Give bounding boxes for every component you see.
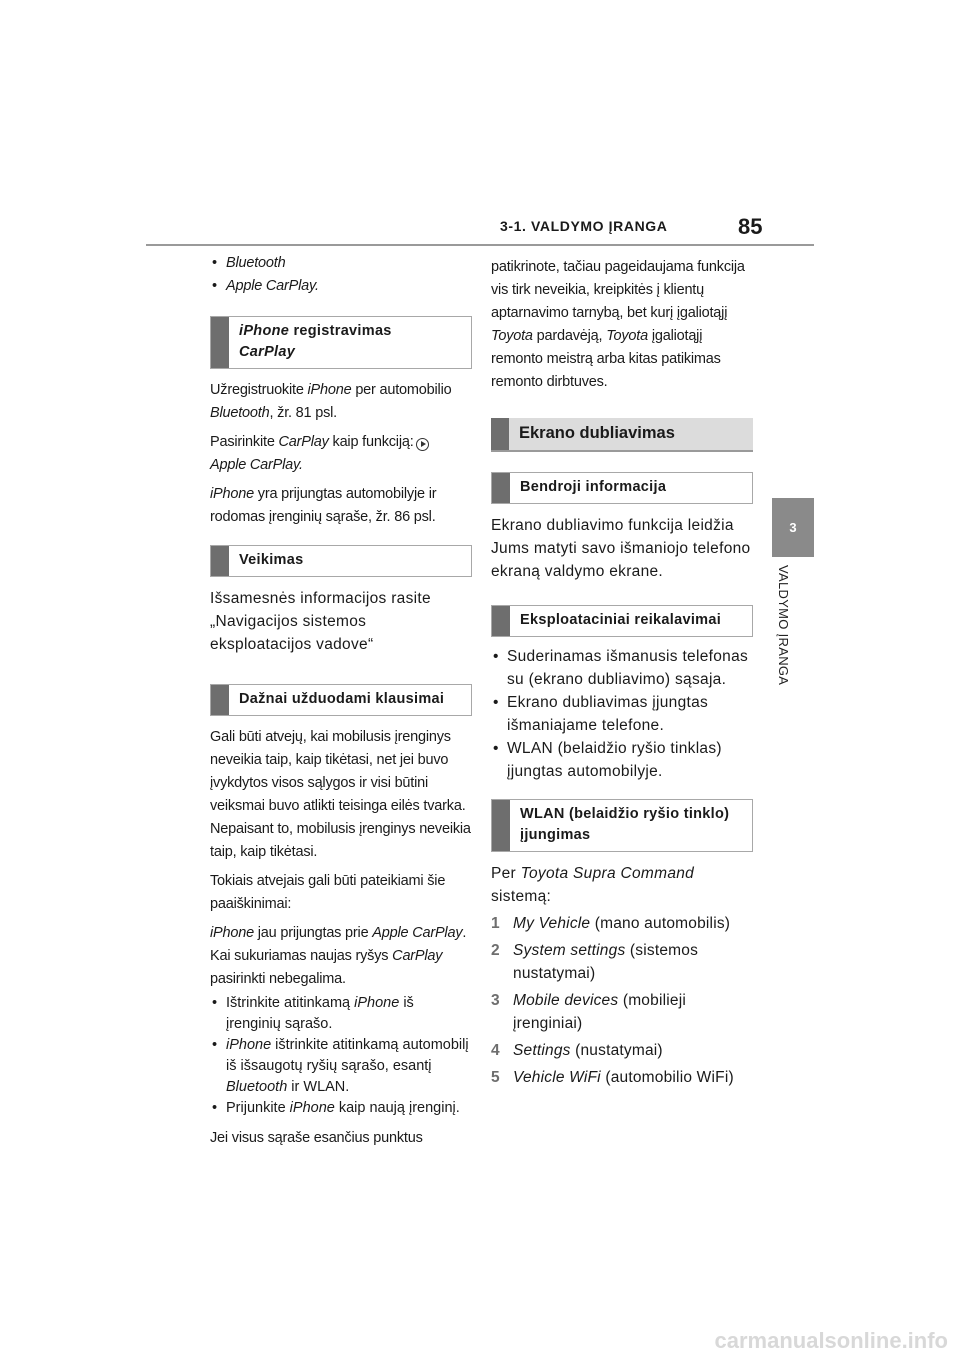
list-item: • Suderinamas išmanusis telefonas su (ekrano dubliavimo) sąsaja. xyxy=(491,645,753,691)
watermark: carmanualsonline.info xyxy=(714,1328,948,1353)
list-item: • Ištrinkite atitinkamą iPhone iš įrenginių sąrašo. xyxy=(210,993,472,1035)
paragraph: Tokiais atvejais gali būti pateikiami šie paaiškinimai: xyxy=(210,873,446,912)
header-rule xyxy=(146,244,814,246)
step-item: 5 Vehicle WiFi (automobilio WiFi) xyxy=(491,1069,734,1086)
heading-faq: Dažnai užduodami klausimai xyxy=(210,684,472,716)
left-column xyxy=(210,252,472,1156)
step-item: 1 My Vehicle (mano automobilis) xyxy=(491,915,731,932)
step-item: 4 Settings (nustatymai) xyxy=(491,1042,663,1059)
step-item: 2 System settings (sistemos nustatymai) xyxy=(491,942,699,982)
list-item: • iPhone ištrinkite atitinkamą automobilį iš išsaugotų ryšių sąrašo, esantį Bluetooth ir WLAN. xyxy=(210,1035,472,1098)
chapter-side-title xyxy=(776,565,806,725)
steps-list xyxy=(491,912,753,1089)
footer xyxy=(0,1328,960,1358)
chapter-number: 3 xyxy=(789,520,797,535)
list-item: • Prijunkite iPhone kaip naują įrenginį. xyxy=(210,1098,472,1119)
list-item: • Apple CarPlay. xyxy=(210,275,472,298)
paragraph: Jei visus sąraše esančius punktus xyxy=(210,1130,423,1146)
paragraph: patikrinote, tačiau pageidaujama funkcija vis tirk neveikia, kreipkitės į klientų aptarnavimo tarnybą, bet kurį įgaliotąjį Toyota pardavėją, Toyota įgaliotąjį remonto meistrą arba kitas patikimas remonto dirbtuves. xyxy=(491,259,745,390)
list-item: • Ekrano dubliavimas įjungtas išmaniajame telefone. xyxy=(491,691,753,737)
chapter-title: VALDYMO ĮRANGA xyxy=(776,565,791,686)
paragraph: Per Toyota Supra Command sistemą: xyxy=(491,865,695,905)
page-number: 85 xyxy=(738,214,763,239)
chapter-tab xyxy=(772,498,814,557)
right-column xyxy=(491,256,753,1093)
heading-wlan-activation: WLAN (belaidžio ryšio tinklo) įjungimas xyxy=(491,799,753,852)
top-bullet-list xyxy=(210,252,472,298)
heading-general-info: Bendroji informacija xyxy=(491,472,753,504)
arrow-right-icon xyxy=(416,438,429,451)
requirements-list xyxy=(491,645,753,783)
heading-operation: Veikimas xyxy=(210,545,472,577)
paragraph: iPhone jau prijungtas prie Apple CarPlay. Kai sukuriamas naujas ryšys CarPlay pasirinkti nebegalima. xyxy=(210,925,467,987)
section-heading-screen-mirroring: Ekrano dubliavimas xyxy=(491,418,753,452)
solution-list xyxy=(210,993,472,1119)
paragraph: Išsamesnės informacijos rasite „Navigacijos sistemos eksploatacijos vadove“ xyxy=(210,590,431,653)
step-item: 3 Mobile devices (mobilieji įrenginiai) xyxy=(491,992,686,1032)
paragraph: Gali būti atvejų, kai mobilusis įrenginys neveikia taip, kaip tikėtasi, net jei buvo įvykdytos visos sąlygos ir visi būtini veiksmai buvo atlikti teisinga eilės tvarka. Nepaisant to, mobilusis įrenginys neveikia taip, kaip tikėtasi. xyxy=(210,729,471,860)
paragraph: Ekrano dubliavimo funkcija leidžia Jums matyti savo išmaniojo telefono ekraną valdymo ekrane. xyxy=(491,517,751,580)
paragraph: Pasirinkite CarPlay kaip funkciją: Apple CarPlay. xyxy=(210,431,472,477)
list-item: • WLAN (belaidžio ryšio tinklas) įjungtas automobilyje. xyxy=(491,737,753,783)
list-item: • Bluetooth xyxy=(210,252,472,275)
heading-iphone-registration: iPhone registravimas CarPlay xyxy=(210,316,472,369)
heading-requirements: Eksploataciniai reikalavimai xyxy=(491,605,753,637)
paragraph: Užregistruokite iPhone per automobilio Bluetooth, žr. 81 psl. xyxy=(210,382,452,421)
paragraph: iPhone yra prijungtas automobilyje ir rodomas įrenginių sąraše, žr. 86 psl. xyxy=(210,486,437,525)
section-title: 3-1. VALDYMO ĮRANGA xyxy=(500,218,668,234)
